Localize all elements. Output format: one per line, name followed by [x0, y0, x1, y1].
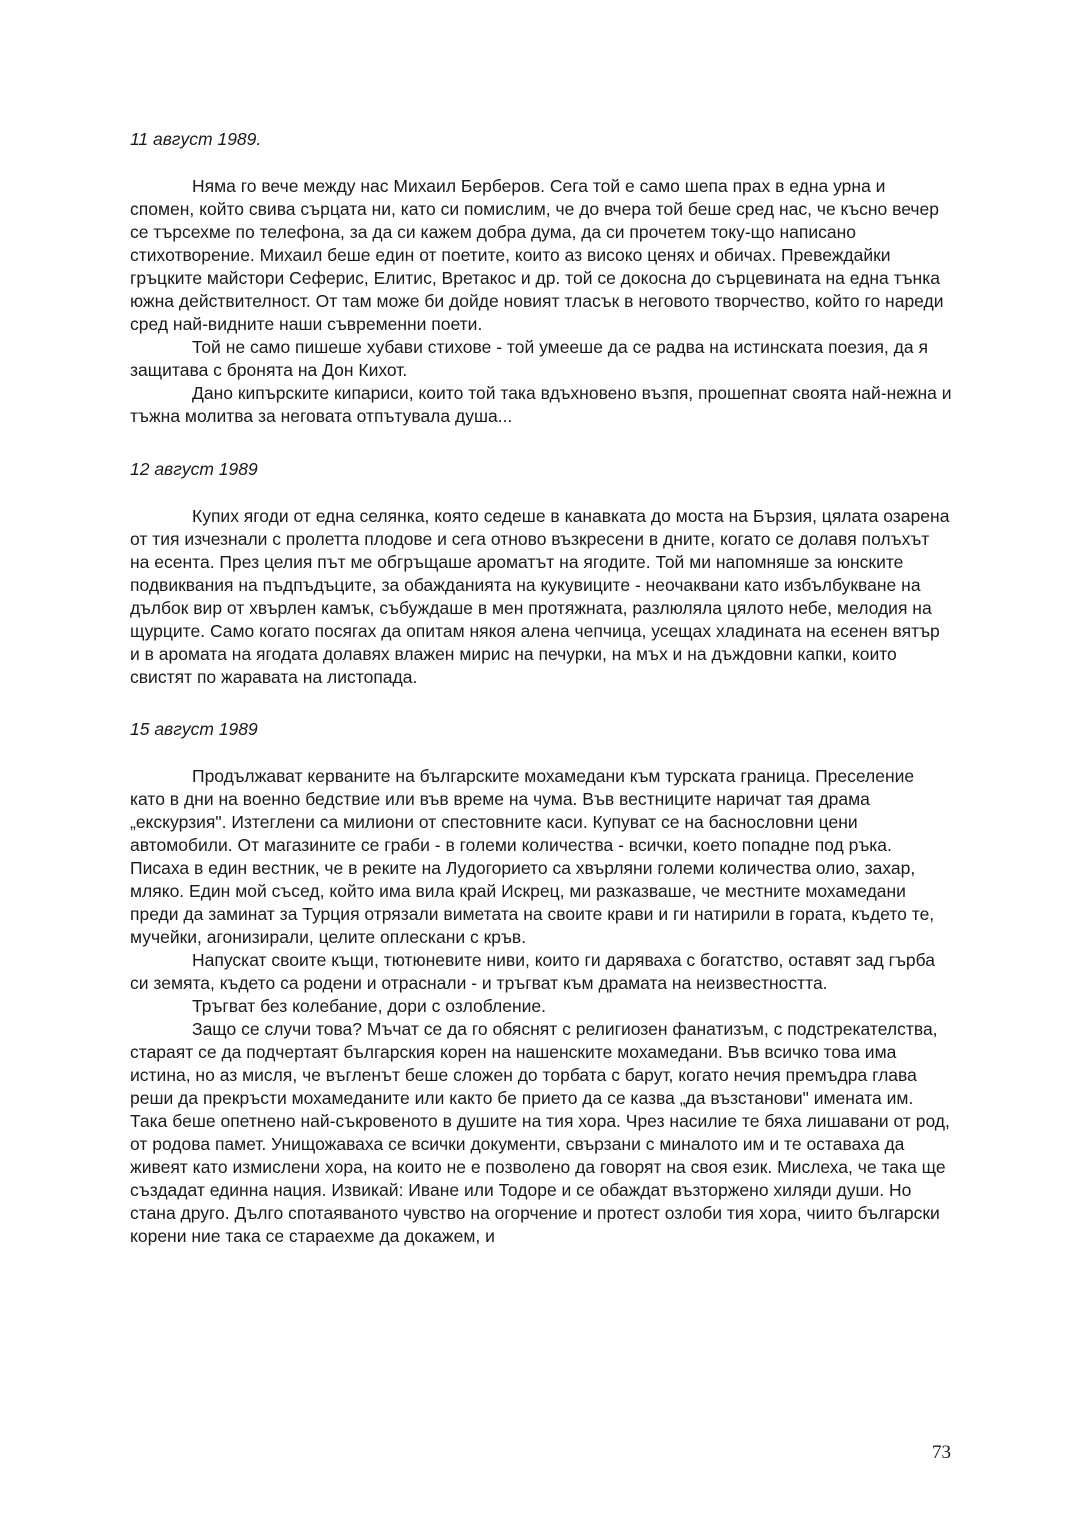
paragraph: Купих ягоди от една селянка, която седеше в канавката до моста на Бързия, цялата озарена от тия изчезнали с пролетта плодове и сега отново възкресени в дните, когато се долавя полъхът на есента. През целия път ме обгръщаше ароматът на ягодите. Той ми напомняше за юнските подвиквания на пъдпъдъците, за обажданията на кукувиците - неочаквани като избълбукване на дълбок вир от хвърлен камък, събуждаше в мен протяжната, разлюляла цялото небе, мелодия на щурците. Само когато посягах да опитам някоя алена чепчица, усещах хладината на есенен вятър и в аромата на ягодата долавях влажен мирис на печурки, на мъх и на дъждовни капки, които свистят по жаравата на листопада. [130, 506, 950, 687]
paragraph: Дано кипърските кипариси, които той така вдъхновено възпя, прошепнат своята най-нежна и тъжна молитва за неговата отпътувала душа... [130, 383, 952, 426]
paragraph: Той не само пишеше хубави стихове - той умееше да се радва на истинската поезия, да я защитава с бронята на Дон Кихот. [130, 337, 928, 380]
diary-entry-aug-15 [130, 718, 952, 1248]
entry-date: 11 август 1989. [130, 129, 262, 149]
entry-date: 15 август 1989 [130, 719, 258, 739]
diary-entry-aug-12 [130, 458, 952, 689]
paragraph: Напускат своите къщи, тютюневите ниви, които ги даряваха с богатство, оставят зад гърба си земята, където са родени и отраснали - и тръгват към драмата на неизвестността. [130, 950, 936, 993]
diary-entry-aug-11 [130, 128, 952, 428]
paragraph: Няма го вече между нас Михаил Берберов. Сега той е само шепа прах в една урна и спомен, който свива сърцата ни, като си помислим, че до вчера той беше сред нас, че късно вечер се търсехме по телефона, за да си кажем добра дума, да си прочетем току-що написано стихотворение. Михаил беше един от поетите, които аз високо ценях и обичах. Превеждайки гръцките майстори Сеферис, Елитис, Вретакос и др. той се докосна до сърцевината на една тънка южна действителност. От там може би дойде новият тласък в неговото творчество, който го нареди сред най-видните наши съвременни поети. [130, 176, 944, 334]
entry-date: 12 август 1989 [130, 459, 258, 479]
paragraph: Тръгват без колебание, дори с озлобление. [192, 996, 546, 1016]
paragraph: Продължават керваните на българските мохамедани към турската граница. Преселение като в дни на военно бедствие или във време на чума. Във вестниците наричат тая драма „екскурзия". Изтеглени са милиони от спестовните каси. Купуват се на баснословни цени автомобили. От магазините се граби - в големи количества - всички, което попадне под ръка. Писаха в един вестник, че в реките на Лудогорието са хвърляни големи количества олио, захар, мляко. Един мой съсед, който има вила край Искрец, ми разказваше, че местните мохамедани преди да заминат за Турция отрязали виметата на своите крави и ги натирили в гората, където те, мучейки, агонизирали, целите оплескани с кръв. [130, 766, 935, 947]
page-number: 73 [932, 1442, 951, 1463]
paragraph: Защо се случи това? Мъчат се да го обяснят с религиозен фанатизъм, с подстрекателства, стараят се да подчертаят българския корен на нашенските мохамедани. Във всичко това има истина, но аз мисля, че въгленът беше сложен до торбата с барут, когато нечия премъдра глава реши да прекръсти мохамеданите или както бе прието да се казва „да възстанови" имената им. Така беше опетнено най-съкровеното в душите на тия хора. Чрез насилие те бяха лишавани от род, от родова памет. Унищожаваха се всички документи, свързани с миналото им и те оставаха да живеят като измислени хора, на които не е позволено да говорят на своя език. Мислеха, че така ще създадат единна нация. Извикай: Иване или Тодоре и се обаждат възторжено хиляди души. Но стана друго. Дълго спотаяваното чувство на огорчение и протест озлоби тия хора, чиито български корени ние така се стараехме да докажем, и [130, 1019, 950, 1246]
document-page [130, 128, 952, 1248]
